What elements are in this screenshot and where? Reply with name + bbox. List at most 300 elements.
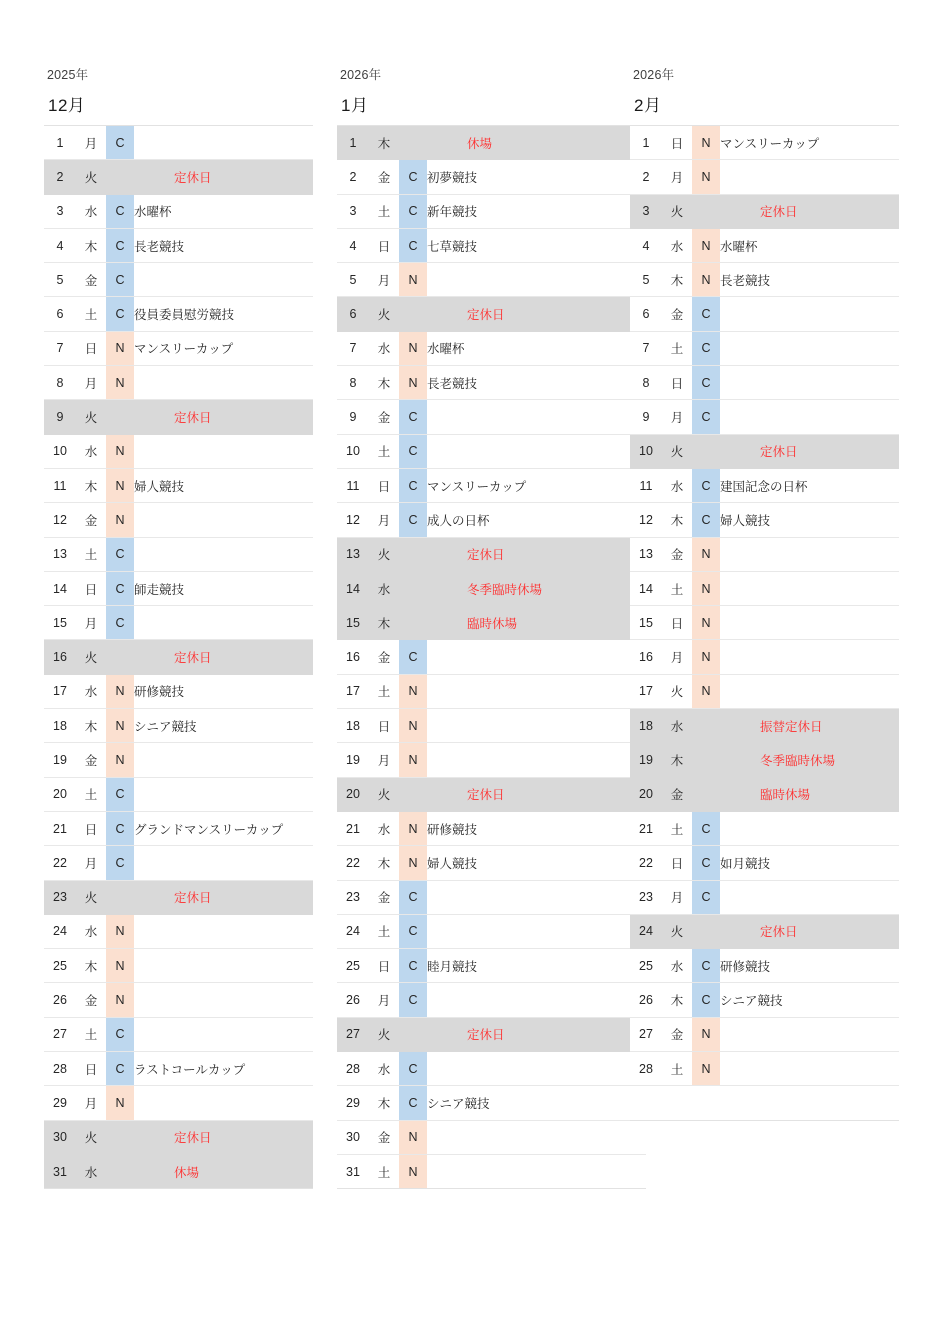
month-block	[44, 68, 313, 1189]
course-marker: N	[399, 709, 427, 743]
weekday-label: 日	[76, 1052, 106, 1086]
day-number: 10	[337, 434, 369, 468]
event-label	[134, 914, 313, 948]
calendar-day-row[interactable]	[630, 743, 899, 777]
course-marker	[106, 880, 134, 914]
calendar-day-row[interactable]	[44, 709, 313, 743]
day-number: 17	[337, 674, 369, 708]
calendar-day-row[interactable]	[337, 914, 646, 948]
calendar-day-row[interactable]	[44, 126, 313, 160]
calendar-day-row[interactable]	[44, 160, 313, 194]
day-number: 8	[337, 366, 369, 400]
course-marker	[399, 537, 427, 571]
weekday-label: 日	[76, 331, 106, 365]
course-marker: N	[399, 1120, 427, 1154]
event-label	[720, 1017, 899, 1051]
weekday-label: 日	[662, 126, 692, 160]
calendar-day-row[interactable]	[630, 126, 899, 160]
day-number: 18	[44, 709, 76, 743]
event-label: グランドマンスリーカップ	[134, 811, 313, 845]
course-marker	[106, 1154, 134, 1188]
calendar-day-row[interactable]	[337, 880, 646, 914]
course-marker: C	[399, 194, 427, 228]
day-number: 28	[630, 1052, 662, 1086]
day-number: 31	[337, 1154, 369, 1188]
day-number: 30	[44, 1120, 76, 1154]
day-number: 24	[337, 914, 369, 948]
course-marker	[692, 1086, 720, 1120]
year-label: 2025年	[47, 68, 89, 82]
weekday-label: 火	[662, 674, 692, 708]
calendar-day-row[interactable]	[44, 503, 313, 537]
event-label	[427, 709, 646, 743]
weekday-label: 日	[662, 846, 692, 880]
course-marker	[399, 126, 427, 160]
course-marker: C	[692, 503, 720, 537]
weekday-label: 土	[76, 537, 106, 571]
event-label	[720, 366, 899, 400]
course-marker: N	[106, 743, 134, 777]
calendar-day-row[interactable]	[630, 777, 899, 811]
event-label: 臨時休場	[720, 777, 899, 811]
course-marker: C	[106, 1017, 134, 1051]
event-label: 長老競技	[427, 366, 646, 400]
calendar-day-row[interactable]	[44, 743, 313, 777]
weekday-label: 土	[662, 811, 692, 845]
course-marker: C	[692, 366, 720, 400]
weekday-label: 金	[662, 297, 692, 331]
calendar-day-row[interactable]	[630, 1052, 899, 1086]
course-marker: N	[692, 1017, 720, 1051]
event-label	[720, 571, 899, 605]
month-block	[630, 68, 899, 1121]
event-label: 冬季臨時休場	[720, 743, 899, 777]
course-marker: C	[399, 434, 427, 468]
day-number: 1	[44, 126, 76, 160]
day-number: 25	[44, 949, 76, 983]
weekday-label: 火	[76, 880, 106, 914]
day-number: 27	[337, 1017, 369, 1051]
calendar-day-row[interactable]	[337, 228, 646, 262]
day-number: 25	[630, 949, 662, 983]
event-label	[427, 434, 646, 468]
course-marker: N	[692, 606, 720, 640]
weekday-label: 火	[369, 777, 399, 811]
day-number: 24	[630, 914, 662, 948]
weekday-label: 金	[369, 1120, 399, 1154]
course-marker	[692, 743, 720, 777]
course-marker: N	[106, 1086, 134, 1120]
weekday-label: 木	[369, 606, 399, 640]
calendar-day-row[interactable]	[337, 777, 646, 811]
calendar-day-row[interactable]	[44, 674, 313, 708]
calendar-day-row[interactable]	[44, 366, 313, 400]
day-number: 19	[44, 743, 76, 777]
calendar-day-row[interactable]	[337, 468, 646, 502]
event-label	[427, 983, 646, 1017]
course-marker: N	[399, 331, 427, 365]
calendar-day-row[interactable]	[44, 263, 313, 297]
day-number: 2	[630, 160, 662, 194]
calendar-day-row[interactable]	[630, 846, 899, 880]
calendar-day-row[interactable]	[630, 709, 899, 743]
calendar-day-row[interactable]	[44, 1154, 313, 1188]
weekday-label: 月	[369, 983, 399, 1017]
weekday-label: 火	[76, 160, 106, 194]
course-marker: C	[692, 400, 720, 434]
day-number: 5	[44, 263, 76, 297]
weekday-label: 金	[369, 640, 399, 674]
event-label: 水曜杯	[427, 331, 646, 365]
course-marker	[106, 640, 134, 674]
day-number: 25	[337, 949, 369, 983]
weekday-label: 土	[76, 297, 106, 331]
course-marker	[106, 1120, 134, 1154]
event-label	[720, 880, 899, 914]
day-number: 1	[337, 126, 369, 160]
calendar-day-row[interactable]	[44, 1052, 313, 1086]
weekday-label: 日	[369, 949, 399, 983]
day-number: 29	[44, 1086, 76, 1120]
event-label	[134, 846, 313, 880]
course-marker: N	[106, 983, 134, 1017]
weekday-label: 金	[662, 1017, 692, 1051]
calendar-day-row[interactable]	[337, 400, 646, 434]
month-label: 12月	[48, 96, 86, 115]
weekday-label: 月	[369, 503, 399, 537]
calendar-day-row[interactable]	[337, 811, 646, 845]
day-number	[630, 1086, 662, 1120]
event-label	[134, 1017, 313, 1051]
calendar-day-row[interactable]	[630, 983, 899, 1017]
weekday-label: 水	[369, 331, 399, 365]
day-number: 7	[630, 331, 662, 365]
course-marker: N	[692, 1052, 720, 1086]
calendar-day-row[interactable]	[337, 434, 646, 468]
weekday-label: 土	[369, 434, 399, 468]
calendar-day-row[interactable]	[337, 366, 646, 400]
calendar-day-row[interactable]	[630, 434, 899, 468]
weekday-label: 月	[76, 606, 106, 640]
course-marker: C	[106, 297, 134, 331]
course-marker	[692, 194, 720, 228]
day-number: 15	[630, 606, 662, 640]
event-label: 臨時休場	[427, 606, 646, 640]
calendar-day-row[interactable]	[44, 914, 313, 948]
course-marker: C	[399, 503, 427, 537]
calendar-day-row[interactable]	[337, 263, 646, 297]
day-number: 14	[630, 571, 662, 605]
month-table	[630, 125, 899, 1121]
day-number: 8	[44, 366, 76, 400]
event-label	[720, 811, 899, 845]
course-marker: C	[692, 297, 720, 331]
day-number: 4	[337, 228, 369, 262]
calendar-day-row[interactable]	[337, 194, 646, 228]
calendar-day-row[interactable]	[630, 914, 899, 948]
course-marker: C	[692, 811, 720, 845]
day-number: 27	[630, 1017, 662, 1051]
calendar-day-row[interactable]	[44, 1120, 313, 1154]
calendar-day-row[interactable]	[337, 709, 646, 743]
calendar-day-row[interactable]	[337, 1052, 646, 1086]
calendar-day-row[interactable]	[44, 811, 313, 845]
event-label	[720, 160, 899, 194]
day-number: 30	[337, 1120, 369, 1154]
calendar-day-row[interactable]	[44, 1017, 313, 1051]
day-number: 31	[44, 1154, 76, 1188]
event-label: 定休日	[427, 297, 646, 331]
course-marker	[692, 777, 720, 811]
weekday-label: 火	[76, 1120, 106, 1154]
day-number: 27	[44, 1017, 76, 1051]
day-number: 22	[44, 846, 76, 880]
calendar-day-row[interactable]	[44, 1086, 313, 1120]
course-marker: C	[106, 194, 134, 228]
calendar-day-row[interactable]	[630, 366, 899, 400]
course-marker: N	[399, 743, 427, 777]
calendar-day-row[interactable]	[44, 331, 313, 365]
calendar-day-row[interactable]	[337, 846, 646, 880]
course-marker: C	[399, 1086, 427, 1120]
calendar-day-row[interactable]	[630, 811, 899, 845]
weekday-label: 月	[662, 400, 692, 434]
weekday-label: 木	[662, 503, 692, 537]
calendar-day-row[interactable]	[337, 126, 646, 160]
calendar-empty-row[interactable]	[630, 1086, 899, 1120]
weekday-label: 木	[662, 743, 692, 777]
day-number: 9	[337, 400, 369, 434]
event-label: 定休日	[134, 640, 313, 674]
day-number: 22	[337, 846, 369, 880]
calendar-day-row[interactable]	[337, 1120, 646, 1154]
event-label	[427, 880, 646, 914]
calendar-day-row[interactable]	[337, 640, 646, 674]
weekday-label: 金	[369, 160, 399, 194]
weekday-label: 日	[76, 811, 106, 845]
event-label	[720, 674, 899, 708]
course-marker: C	[106, 228, 134, 262]
course-marker	[399, 1017, 427, 1051]
day-number: 22	[630, 846, 662, 880]
calendar-day-row[interactable]	[630, 160, 899, 194]
course-marker: N	[399, 1154, 427, 1188]
course-marker: C	[399, 983, 427, 1017]
calendar-day-row[interactable]	[44, 777, 313, 811]
course-marker	[399, 571, 427, 605]
course-marker: C	[692, 846, 720, 880]
event-label: 婦人競技	[134, 468, 313, 502]
event-label	[134, 434, 313, 468]
course-marker: C	[106, 571, 134, 605]
calendar-day-row[interactable]	[44, 228, 313, 262]
weekday-label: 火	[662, 434, 692, 468]
event-label	[720, 400, 899, 434]
event-label	[427, 743, 646, 777]
weekday-label: 月	[662, 640, 692, 674]
weekday-label: 木	[662, 263, 692, 297]
course-marker: N	[692, 571, 720, 605]
calendar-day-row[interactable]	[337, 331, 646, 365]
calendar-day-row[interactable]	[44, 846, 313, 880]
weekday-label: 日	[662, 366, 692, 400]
calendar-day-row[interactable]	[630, 640, 899, 674]
calendar-day-row[interactable]	[337, 1017, 646, 1051]
event-label	[134, 366, 313, 400]
calendar-day-row[interactable]	[630, 1017, 899, 1051]
calendar-day-row[interactable]	[630, 880, 899, 914]
day-number: 9	[630, 400, 662, 434]
event-label: 定休日	[720, 914, 899, 948]
event-label: ラストコールカップ	[134, 1052, 313, 1086]
event-label: 水曜杯	[134, 194, 313, 228]
event-label	[720, 537, 899, 571]
calendar-day-row[interactable]	[630, 537, 899, 571]
event-label	[134, 263, 313, 297]
event-label	[720, 1086, 899, 1120]
weekday-label: 月	[369, 743, 399, 777]
weekday-label: 火	[662, 914, 692, 948]
calendar-day-row[interactable]	[44, 297, 313, 331]
month-label: 2月	[634, 96, 662, 115]
day-number: 19	[630, 743, 662, 777]
day-number: 15	[44, 606, 76, 640]
month-block	[337, 68, 606, 1189]
day-number: 12	[337, 503, 369, 537]
weekday-label: 木	[76, 949, 106, 983]
day-number: 4	[630, 228, 662, 262]
calendar-day-row[interactable]	[44, 949, 313, 983]
day-number: 3	[337, 194, 369, 228]
calendar-day-row[interactable]	[630, 674, 899, 708]
weekday-label: 水	[662, 709, 692, 743]
event-label	[427, 1120, 646, 1154]
weekday-label: 土	[369, 914, 399, 948]
day-number: 14	[337, 571, 369, 605]
weekday-label: 水	[369, 811, 399, 845]
day-number: 1	[630, 126, 662, 160]
weekday-label: 月	[76, 846, 106, 880]
event-label: 定休日	[134, 1120, 313, 1154]
course-marker: C	[692, 880, 720, 914]
calendar-day-row[interactable]	[630, 606, 899, 640]
day-number: 13	[44, 537, 76, 571]
calendar-day-row[interactable]	[337, 1154, 646, 1188]
course-marker: N	[692, 640, 720, 674]
calendar-day-row[interactable]	[630, 468, 899, 502]
course-marker: C	[692, 331, 720, 365]
event-label: 婦人競技	[427, 846, 646, 880]
day-number: 9	[44, 400, 76, 434]
calendar-day-row[interactable]	[630, 400, 899, 434]
weekday-label: 土	[76, 1017, 106, 1051]
course-marker: N	[692, 228, 720, 262]
weekday-label: 月	[662, 160, 692, 194]
calendar-day-row[interactable]	[337, 160, 646, 194]
calendar-day-row[interactable]	[337, 297, 646, 331]
calendar-day-row[interactable]	[44, 537, 313, 571]
year-label: 2026年	[340, 68, 382, 82]
course-marker: C	[106, 1052, 134, 1086]
calendar-day-row[interactable]	[630, 228, 899, 262]
course-marker: C	[106, 537, 134, 571]
weekday-label: 土	[662, 1052, 692, 1086]
calendar-day-row[interactable]	[337, 674, 646, 708]
day-number: 29	[337, 1086, 369, 1120]
weekday-label: 火	[369, 297, 399, 331]
calendar-day-row[interactable]	[337, 537, 646, 571]
day-number: 16	[630, 640, 662, 674]
weekday-label: 金	[369, 400, 399, 434]
calendar-day-row[interactable]	[630, 503, 899, 537]
calendar-day-row[interactable]	[337, 743, 646, 777]
course-marker: C	[399, 400, 427, 434]
event-label: 七草競技	[427, 228, 646, 262]
course-marker: N	[106, 709, 134, 743]
calendar-day-row[interactable]	[44, 194, 313, 228]
course-marker: N	[106, 914, 134, 948]
calendar-day-row[interactable]	[630, 949, 899, 983]
event-label: 定休日	[134, 880, 313, 914]
calendar-day-row[interactable]	[630, 297, 899, 331]
event-label: 建国記念の日杯	[720, 468, 899, 502]
calendar-day-row[interactable]	[44, 606, 313, 640]
event-label: シニア競技	[427, 1086, 646, 1120]
day-number: 3	[630, 194, 662, 228]
calendar-day-row[interactable]	[630, 263, 899, 297]
calendar-day-row[interactable]	[630, 331, 899, 365]
calendar-day-row[interactable]	[337, 983, 646, 1017]
course-marker: N	[399, 366, 427, 400]
course-marker: C	[399, 468, 427, 502]
weekday-label: 火	[662, 194, 692, 228]
day-number: 6	[630, 297, 662, 331]
calendar-day-row[interactable]	[44, 571, 313, 605]
course-marker	[106, 400, 134, 434]
weekday-label: 火	[76, 640, 106, 674]
event-label: 休場	[134, 1154, 313, 1188]
event-label	[720, 331, 899, 365]
weekday-label: 木	[369, 1086, 399, 1120]
calendar-day-row[interactable]	[44, 880, 313, 914]
calendar-day-row[interactable]	[337, 949, 646, 983]
event-label	[134, 777, 313, 811]
calendar-day-row[interactable]	[630, 194, 899, 228]
day-number: 26	[44, 983, 76, 1017]
weekday-label: 土	[662, 571, 692, 605]
calendar-day-row[interactable]	[44, 983, 313, 1017]
calendar-day-row[interactable]	[337, 571, 646, 605]
weekday-label: 土	[369, 674, 399, 708]
day-number: 5	[337, 263, 369, 297]
calendar-day-row[interactable]	[630, 571, 899, 605]
calendar-day-row[interactable]	[44, 400, 313, 434]
day-number: 26	[630, 983, 662, 1017]
course-marker: C	[399, 914, 427, 948]
event-label	[427, 640, 646, 674]
calendar-day-row[interactable]	[337, 503, 646, 537]
event-label: 定休日	[134, 400, 313, 434]
day-number: 10	[630, 434, 662, 468]
weekday-label: 日	[369, 709, 399, 743]
calendar-day-row[interactable]	[44, 434, 313, 468]
calendar-day-row[interactable]	[337, 1086, 646, 1120]
course-marker: N	[106, 434, 134, 468]
course-marker	[692, 434, 720, 468]
calendar-day-row[interactable]	[337, 606, 646, 640]
calendar-day-row[interactable]	[44, 640, 313, 674]
calendar-day-row[interactable]	[44, 468, 313, 502]
